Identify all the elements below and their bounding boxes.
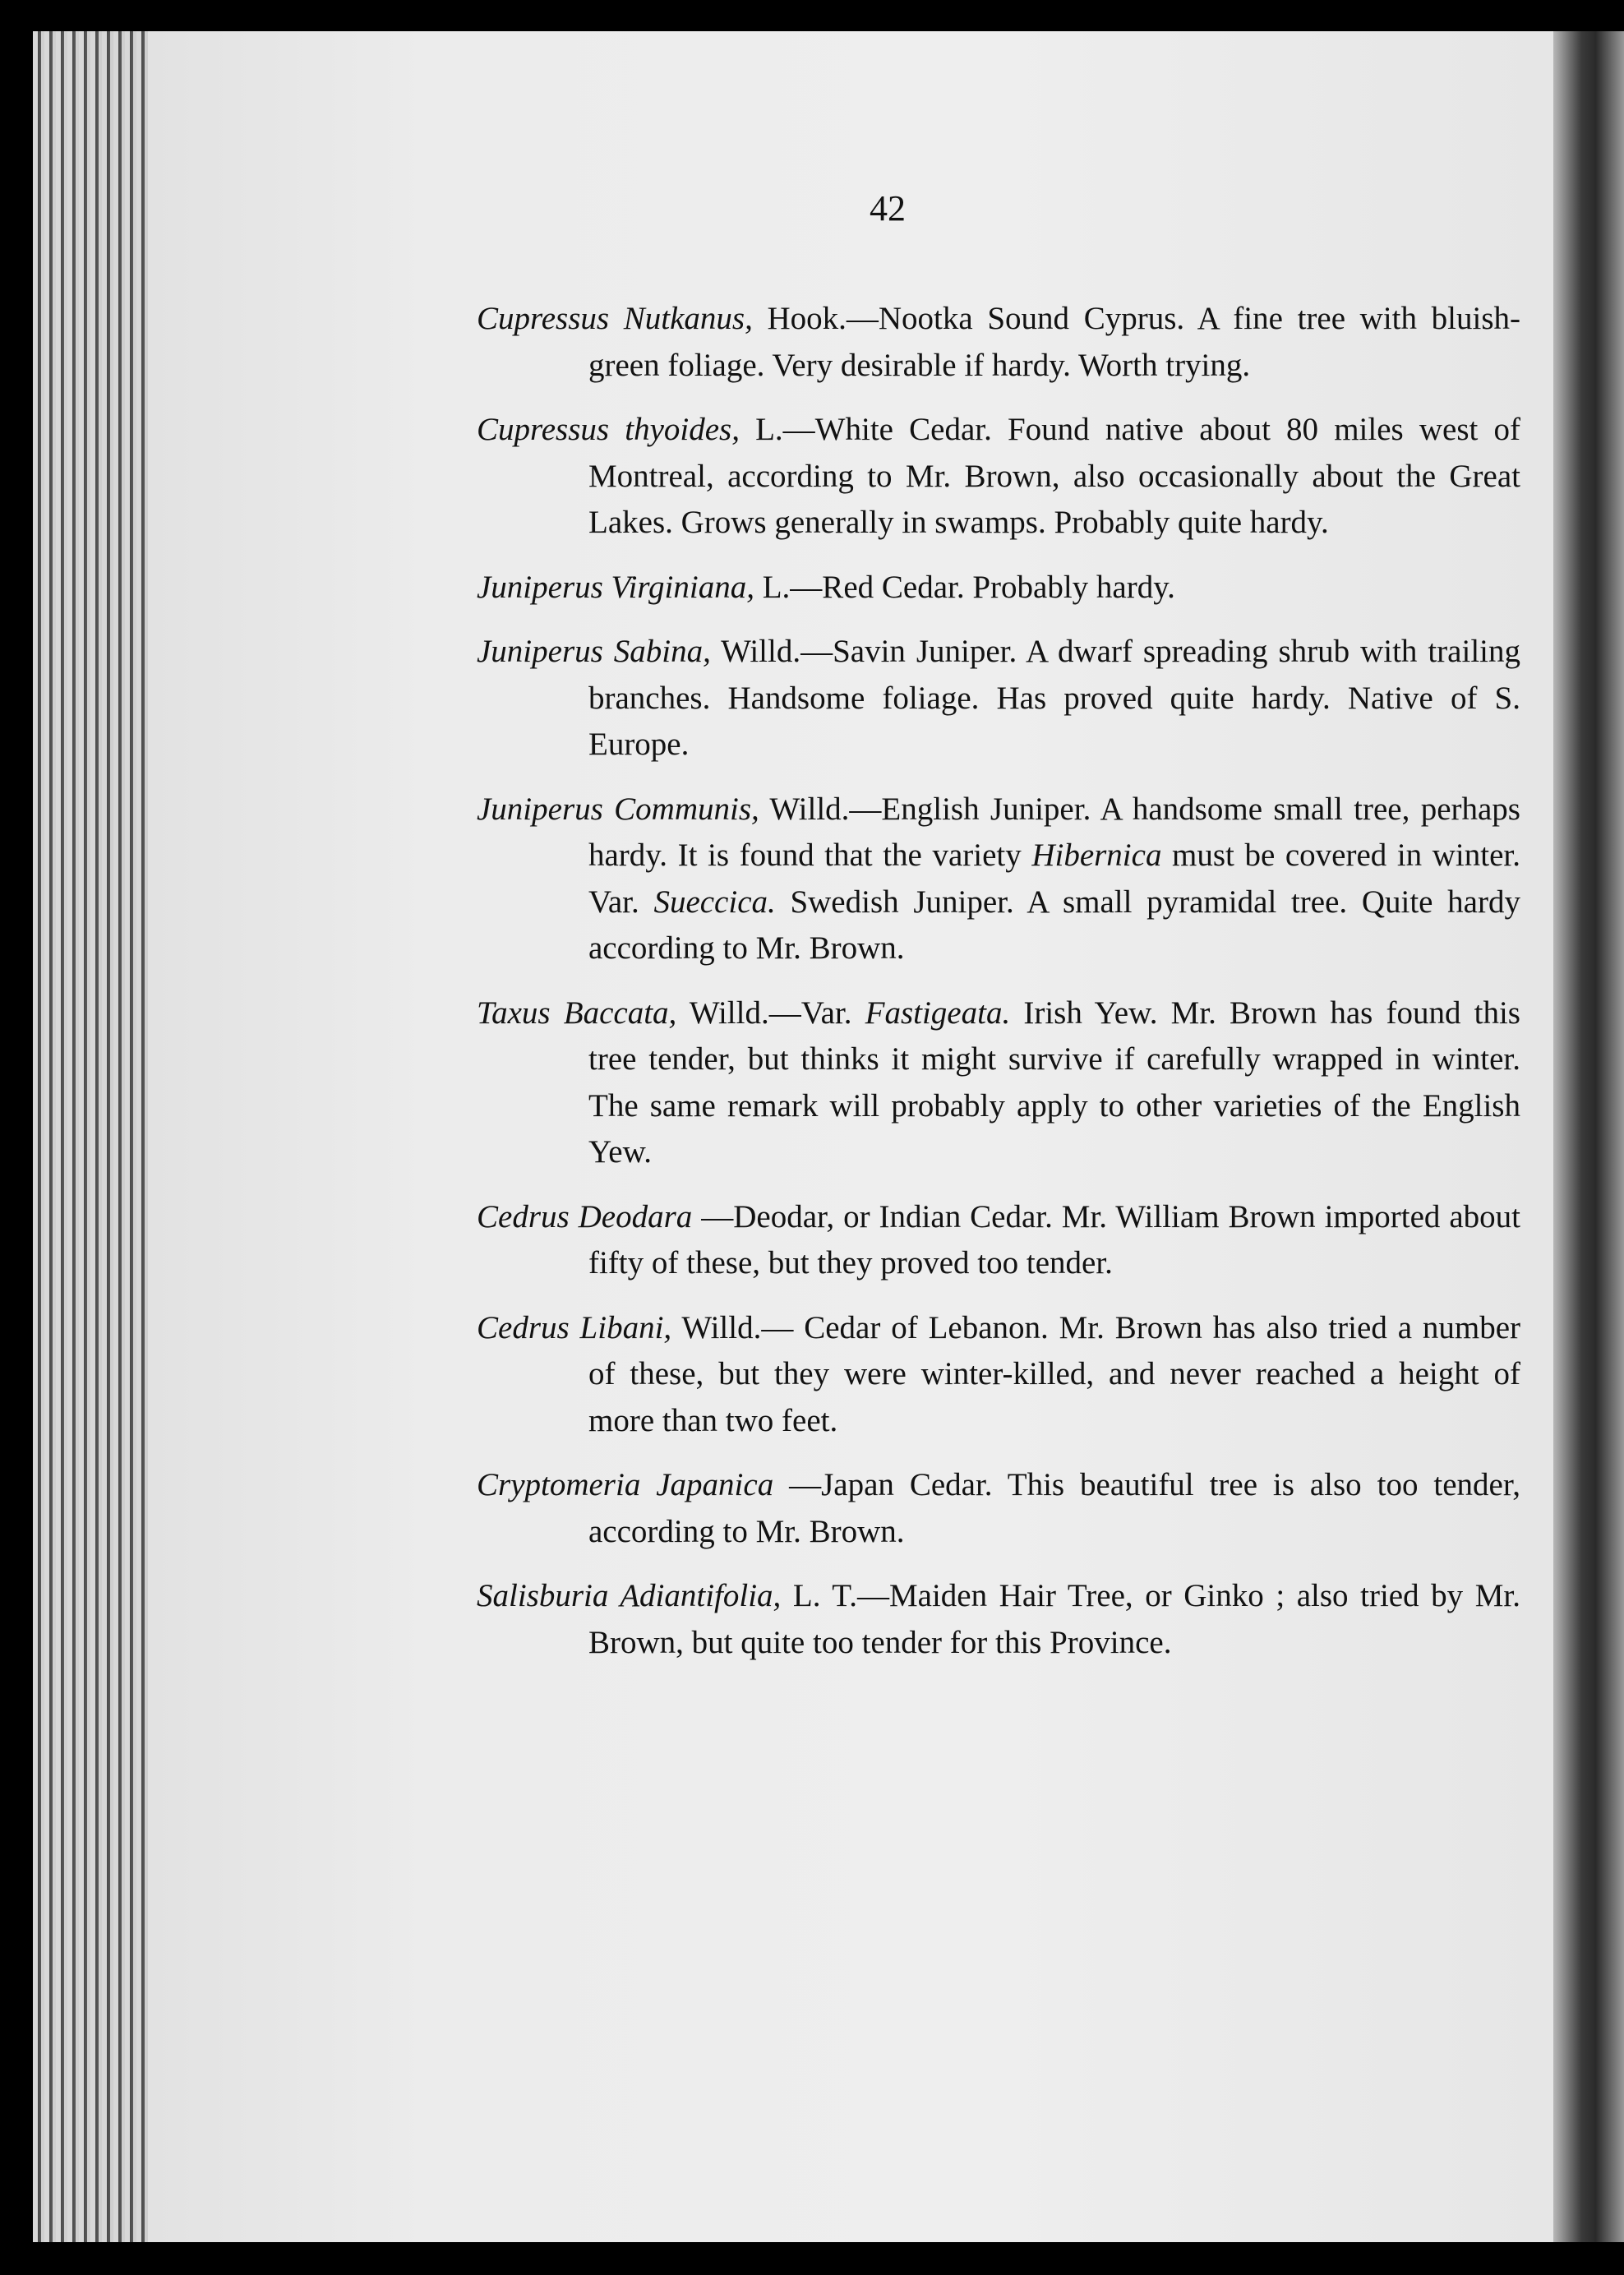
species-name: Cedrus Libani, xyxy=(477,1309,672,1345)
entry-description: Willd.—Savin Juniper. A dwarf spreading shrub with trailing branches. Handsome foliage. Has proved quite hardy. Native of S. Europe. xyxy=(588,634,1520,762)
entry-taxus-baccata xyxy=(477,990,1520,1176)
species-name: Juniperus Virginiana, xyxy=(477,569,754,605)
species-name: Cedrus Deodara xyxy=(477,1198,693,1234)
species-name: Salisburia Adiantifolia, xyxy=(477,1578,782,1613)
entry-description: —Japan Cedar. This beautiful tree is also too tender, according to Mr. Brown. xyxy=(588,1467,1520,1549)
entry-cupressus-nutkanus xyxy=(477,296,1520,389)
book-page-edges xyxy=(33,31,148,2242)
scanned-page xyxy=(33,31,1624,2242)
variety-name: Fastigeata. xyxy=(865,994,1011,1031)
entry-cupressus-thyoides xyxy=(477,407,1520,547)
entry-cryptomeria-japanica xyxy=(477,1462,1520,1555)
entry-description: Willd.—English Juniper. A handsome small tree, perhaps hardy. It is found that the variety xyxy=(588,791,1520,873)
book-gutter-shadow xyxy=(1553,31,1624,2242)
entry-description: L. T.—Maiden Hair Tree, or Ginko ; also tried by Mr. Brown, but quite too tender for this Province. xyxy=(588,1578,1520,1660)
entry-list xyxy=(477,296,1520,1684)
entry-description: L.—White Cedar. Found native about 80 miles west of Montreal, according to Mr. Brown, also occasionally about the Great Lakes. Grows generally in swamps. Probably quite hardy. xyxy=(588,412,1520,540)
page-sheet xyxy=(148,31,1553,2242)
entry-cedrus-libani xyxy=(477,1305,1520,1445)
entry-description: —Deodar, or Indian Cedar. Mr. William Brown imported about fifty of these, but they proved too tender. xyxy=(588,1198,1520,1281)
species-name: Cupressus Nutkanus, xyxy=(477,301,753,336)
entry-juniperus-communis xyxy=(477,787,1520,972)
page-number: 42 xyxy=(870,188,906,228)
entry-salisburia-adiantifolia xyxy=(477,1573,1520,1666)
variety-name: Sueccica. xyxy=(653,884,776,920)
entry-juniperus-virginiana xyxy=(477,565,1520,611)
entry-juniperus-sabina xyxy=(477,629,1520,768)
entry-description: must be covered in winter. Var. xyxy=(588,838,1520,920)
species-name: Juniperus Sabina, xyxy=(477,634,711,669)
variety-name: Hibernica xyxy=(1031,838,1162,873)
entry-description: Willd.—Var. xyxy=(676,994,865,1031)
species-name: Taxus Baccata, xyxy=(477,994,677,1031)
entry-description: Hook.—Nootka Sound Cyprus. A fine tree with bluish-green foliage. Very desirable if hardy. Worth trying. xyxy=(588,301,1520,383)
species-name: Cupressus thyoides, xyxy=(477,412,740,447)
entry-description: Willd.— Cedar of Lebanon. Mr. Brown has also tried a number of these, but they were winter-killed, and never reached a height of more than two feet. xyxy=(588,1309,1521,1438)
species-name: Cryptomeria Japanica xyxy=(477,1467,774,1502)
entry-description: L.—Red Cedar. Probably hardy. xyxy=(754,569,1175,605)
entry-description: Swedish Juniper. A small pyramidal tree. Quite hardy according to Mr. Brown. xyxy=(588,884,1520,966)
species-name: Juniperus Communis, xyxy=(477,791,759,827)
entry-cedrus-deodara xyxy=(477,1194,1520,1287)
entry-description: Irish Yew. Mr. Brown has found this tree tender, but thinks it might survive if carefully wrapped in winter. The same remark will probably apply to other varieties of the English Yew. xyxy=(588,994,1520,1170)
